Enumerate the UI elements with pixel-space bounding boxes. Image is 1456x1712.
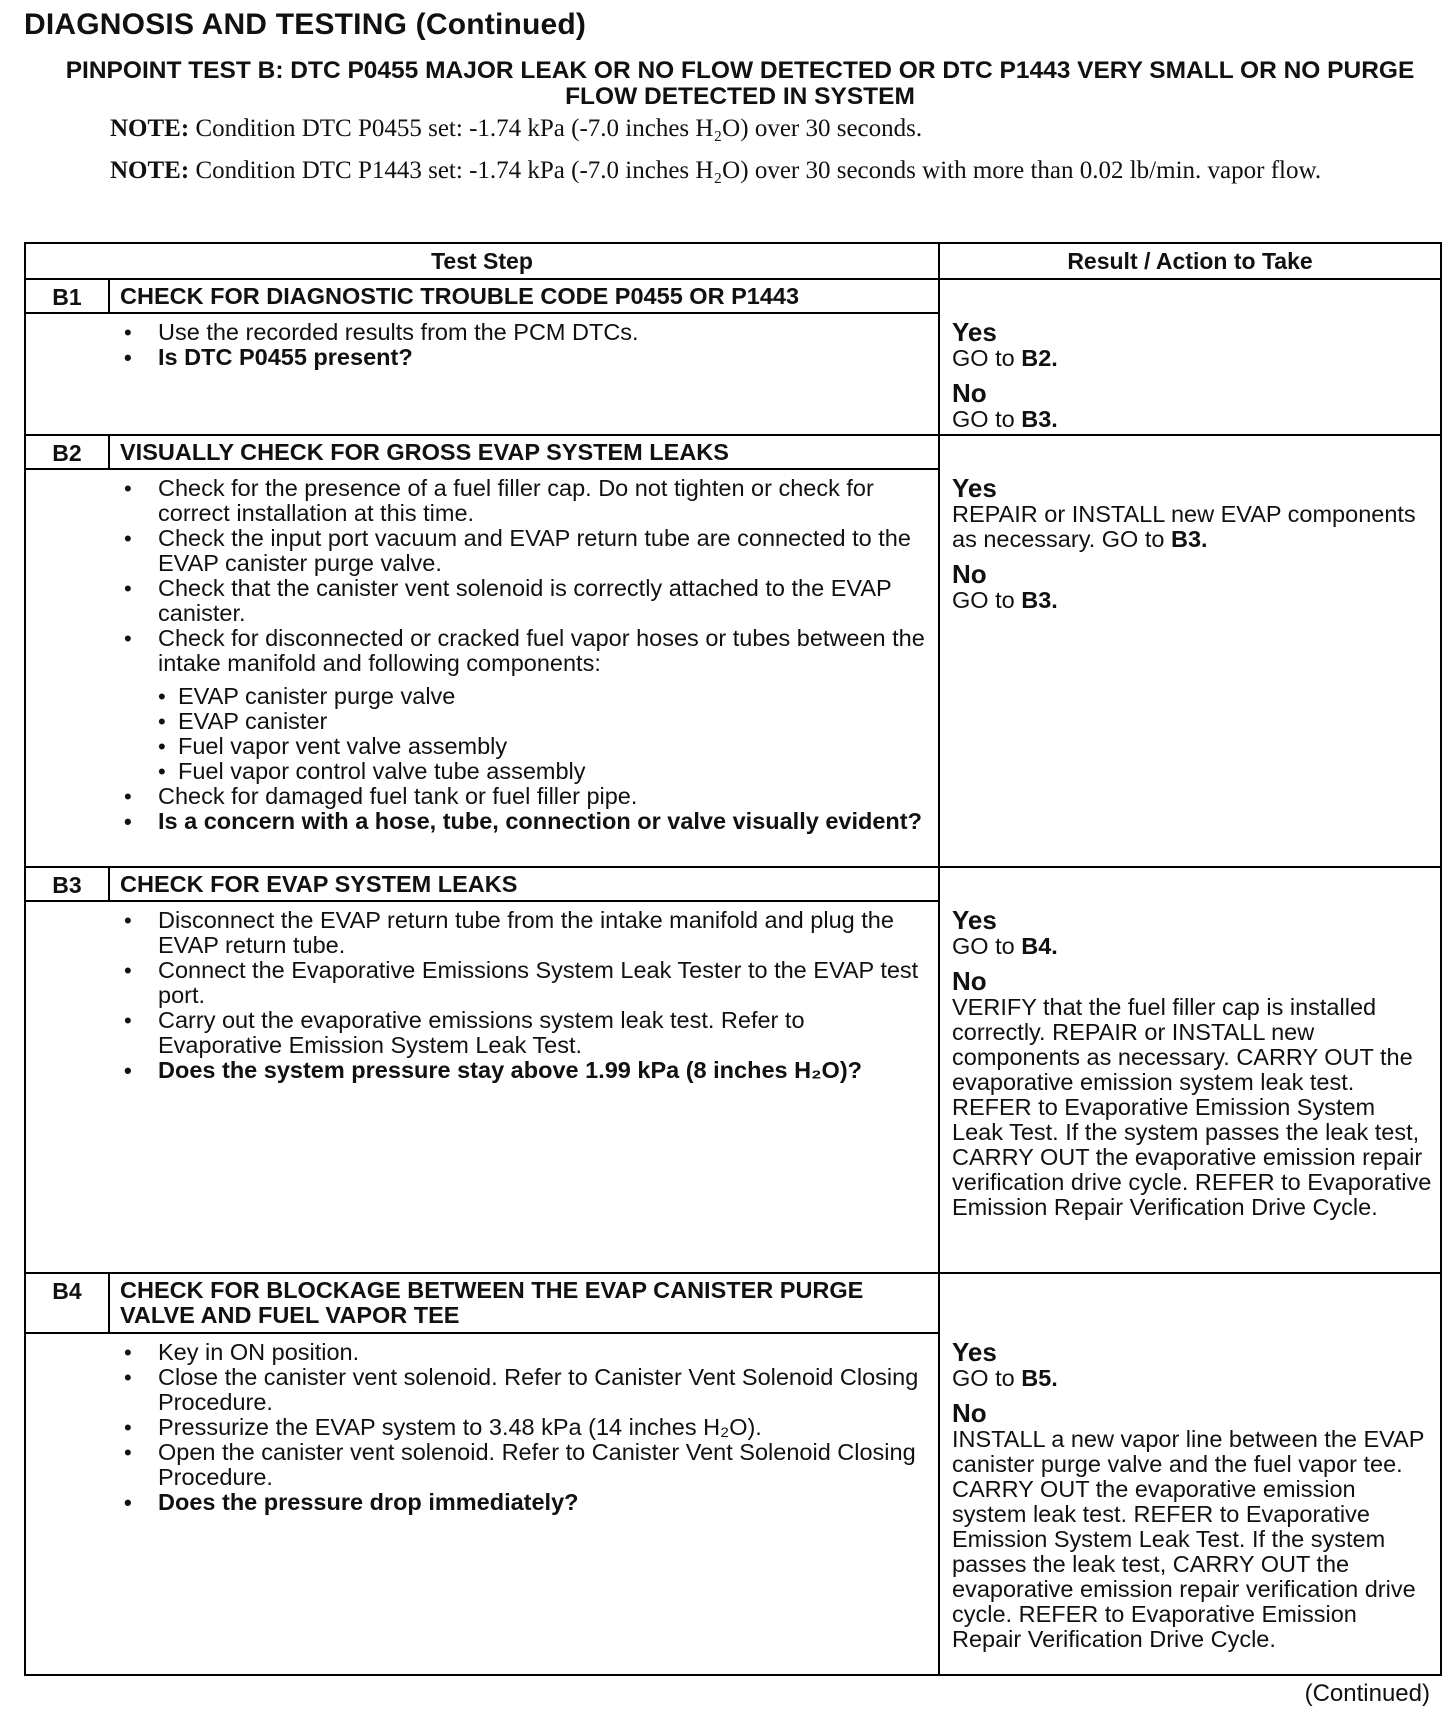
no-label: No <box>952 966 987 996</box>
note-text: Condition DTC P0455 set: -1.74 kPa (-7.0 inches H₂O) over 30 seconds. <box>195 115 923 142</box>
yes-action: GO to B4. <box>952 933 1058 959</box>
step-b1 <box>26 280 1440 436</box>
step-ref: B3. <box>1021 587 1058 613</box>
yes-label: Yes <box>952 317 997 347</box>
no-action: VERIFY that the fuel filler cap is installed correctly. REPAIR or INSTALL new components as necessary. CARRY OUT the evaporative emission system leak test. REFER to Evaporative Emission System Leak Test. If the system passes the leak test, CARRY OUT the evaporative emission repair verification drive cycle. REFER to Evaporative Emission Repair Verification Drive Cycle. <box>952 994 1432 1220</box>
yes-action: REPAIR or INSTALL new EVAP components as necessary. GO to B3. <box>952 501 1416 552</box>
step-title: VISUALLY CHECK FOR GROSS EVAP SYSTEM LEAKS <box>120 439 729 465</box>
no-label: No <box>952 1398 987 1428</box>
step-b2-head <box>26 436 938 470</box>
list-item: • Pressurize the EVAP system to 3.48 kPa (14 inches H₂O). <box>116 1415 926 1440</box>
list-item: • Check the input port vacuum and EVAP return tube are connected to the EVAP canister purge valve. <box>116 526 926 576</box>
step-b2 <box>26 436 1440 868</box>
step-b4-result <box>952 1338 1432 1660</box>
list-item: • Check that the canister vent solenoid is correctly attached to the EVAP canister. <box>116 576 926 626</box>
note-label: NOTE: <box>110 115 190 142</box>
pinpoint-test-table <box>24 242 1442 1676</box>
step-b4-head <box>26 1274 938 1334</box>
no-label: No <box>952 378 987 408</box>
step-id: B2 <box>26 436 110 468</box>
list-item: • Connect the Evaporative Emissions System Leak Tester to the EVAP test port. <box>116 958 926 1008</box>
step-b3-head <box>26 868 938 902</box>
note-text: Condition DTC P1443 set: -1.74 kPa (-7.0 inches H₂O) over 30 seconds with more than 0.02 lb/min. vapor flow. <box>195 157 1322 184</box>
list-item: • Check for damaged fuel tank or fuel filler pipe. <box>116 784 926 809</box>
pinpoint-test-title: PINPOINT TEST B: DTC P0455 MAJOR LEAK OR NO FLOW DETECTED OR DTC P1443 VERY SMALL OR NO PURGE FLOW DETECTED IN SYSTEM <box>65 57 1415 110</box>
step-ref: B3. <box>1021 406 1058 432</box>
page-title: DIAGNOSIS AND TESTING (Continued) <box>24 8 587 41</box>
list-item: • Check for the presence of a fuel filler cap. Do not tighten or check for correct installation at this time. <box>116 476 926 526</box>
sub-list-item: • Fuel vapor control valve tube assembly <box>116 759 926 784</box>
yes-label: Yes <box>952 905 997 935</box>
header-result-action: Result / Action to Take <box>1067 248 1313 274</box>
yes-label: Yes <box>952 1337 997 1367</box>
step-b4 <box>26 1274 1440 1674</box>
step-ref: B4. <box>1021 933 1058 959</box>
step-title: CHECK FOR EVAP SYSTEM LEAKS <box>120 871 518 897</box>
no-label: No <box>952 559 987 589</box>
step-b1-items <box>116 320 926 370</box>
step-ref: B2. <box>1021 345 1058 371</box>
yes-label: Yes <box>952 473 997 503</box>
list-item: • Carry out the evaporative emissions system leak test. Refer to Evaporative Emission System Leak Test. <box>116 1008 926 1058</box>
list-item: • Use the recorded results from the PCM DTCs. <box>116 320 926 345</box>
step-b2-items <box>116 476 926 834</box>
list-item: • Disconnect the EVAP return tube from the intake manifold and plug the EVAP return tube. <box>116 908 926 958</box>
note-p1443 <box>110 156 1340 185</box>
list-item-question: • Is DTC P0455 present? <box>116 345 926 370</box>
sub-list-item: • EVAP canister <box>116 709 926 734</box>
no-action: GO to B3. <box>952 587 1058 613</box>
step-b1-result <box>952 318 1432 440</box>
note-label: NOTE: <box>110 157 190 184</box>
step-b3 <box>26 868 1440 1274</box>
note-p0455 <box>110 114 1340 143</box>
step-id: B3 <box>26 868 110 900</box>
step-b4-items <box>116 1340 926 1515</box>
list-item-question: • Is a concern with a hose, tube, connection or valve visually evident? <box>116 809 926 834</box>
list-item: • Check for disconnected or cracked fuel vapor hoses or tubes between the intake manifold and following components: <box>116 626 926 676</box>
table-header-row <box>26 244 1440 280</box>
list-item-question: • Does the pressure drop immediately? <box>116 1490 926 1515</box>
sub-list-item: • EVAP canister purge valve <box>116 684 926 709</box>
step-b3-result <box>952 906 1432 1228</box>
no-action: GO to B3. <box>952 406 1058 432</box>
no-action: INSTALL a new vapor line between the EVAP canister purge valve and the fuel vapor tee. CARRY OUT the evaporative emission system leak test. REFER to Evaporative Emission System Leak Test. If the system passes the leak test, CARRY OUT the evaporative emission repair verification drive cycle. REFER to Evaporative Emission Repair Verification Drive Cycle. <box>952 1426 1425 1652</box>
step-b3-items <box>116 908 926 1083</box>
header-test-step: Test Step <box>431 248 533 274</box>
step-title: CHECK FOR BLOCKAGE BETWEEN THE EVAP CANISTER PURGE VALVE AND FUEL VAPOR TEE <box>120 1277 864 1328</box>
list-item: • Key in ON position. <box>116 1340 926 1365</box>
step-ref: B5. <box>1021 1365 1058 1391</box>
step-b1-head <box>26 280 938 314</box>
sub-list-item: • Fuel vapor vent valve assembly <box>116 734 926 759</box>
list-item: • Close the canister vent solenoid. Refer to Canister Vent Solenoid Closing Procedure. <box>116 1365 926 1415</box>
step-id: B1 <box>26 280 110 312</box>
step-title: CHECK FOR DIAGNOSTIC TROUBLE CODE P0455 OR P1443 <box>120 283 800 309</box>
continued-label: (Continued) <box>1304 1680 1430 1707</box>
yes-action: GO to B5. <box>952 1365 1058 1391</box>
list-item-question: • Does the system pressure stay above 1.99 kPa (8 inches H₂O)? <box>116 1058 926 1083</box>
list-item: • Open the canister vent solenoid. Refer to Canister Vent Solenoid Closing Procedure. <box>116 1440 926 1490</box>
step-ref: B3. <box>1170 526 1208 552</box>
step-id: B4 <box>26 1274 110 1332</box>
step-b2-result <box>952 474 1432 621</box>
yes-action: GO to B2. <box>952 345 1058 371</box>
